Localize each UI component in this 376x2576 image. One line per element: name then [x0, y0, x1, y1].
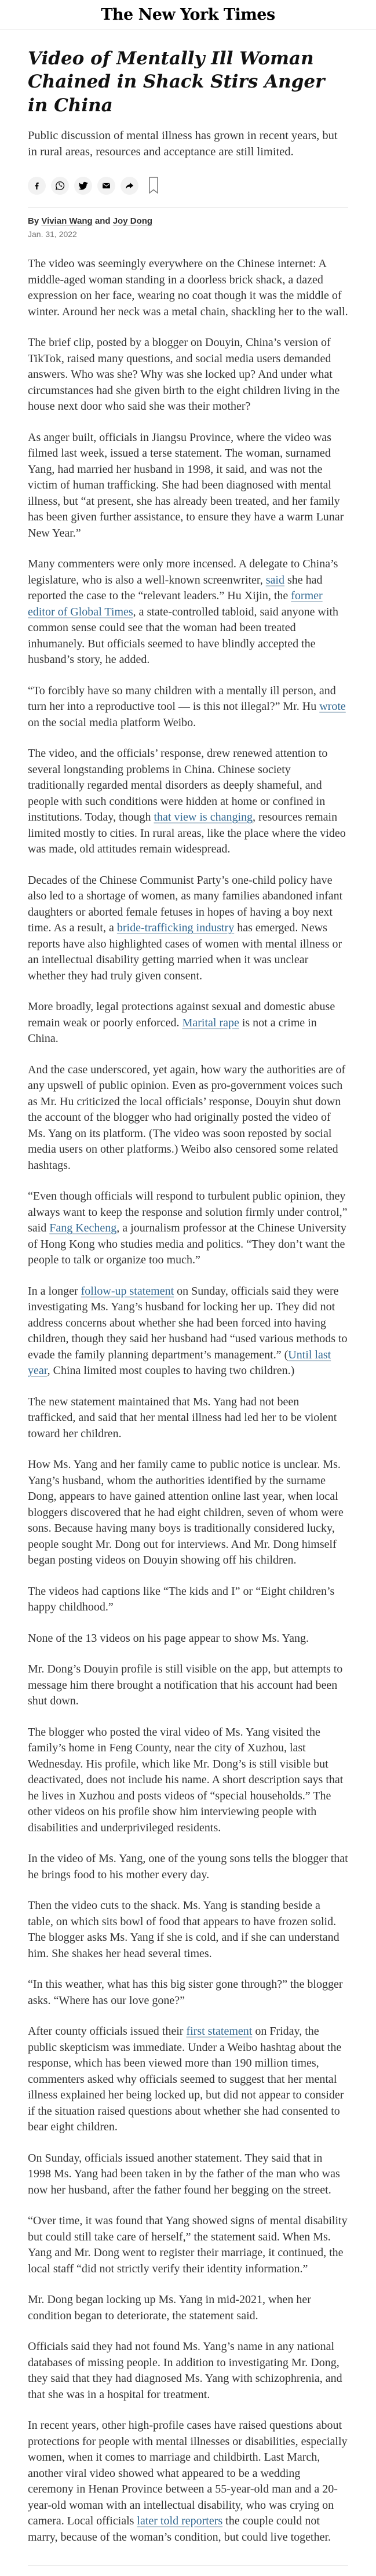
article-paragraph	[28, 873, 348, 985]
article-paragraph	[28, 335, 348, 415]
paragraph-text: The video was seemingly everywhere on the Chinese internet: A middle-aged woman standing in a doorless brick shack, a dazed expression on her face, wearing no coat though it was the middle of winter. Around her neck was a metal chain, shackling her to the wall.	[28, 257, 348, 318]
paragraph-text: has emerged. News reports have also highlighted cases of women with mental illness or an intellectual disability getting married when it was unclear whether they had truly given consent.	[28, 921, 342, 982]
paragraph-text: Mr. Dong’s Douyin profile is still visible on the app, but attempts to message him there brought a notification that his account had been shut down.	[28, 1663, 343, 1708]
article-body	[28, 256, 348, 2545]
facebook-share-button[interactable]	[28, 177, 46, 195]
inline-link[interactable]: Until last year	[28, 1348, 331, 1378]
paragraph-text: The video, and the officials’ response, drew renewed attention to several longstanding problems in China. Chinese society traditionally regarded mental disorders as deeply shameful, and people with such conditions were hidden at home or confined in institutions. Today, though	[28, 747, 328, 824]
paragraph-text: she had reported the case to the “relevant leaders.” Hu Xijin, the	[28, 573, 323, 603]
paragraph-text: , resources remain limited mostly to cities. In rural areas, like the place where the video was made, old attitudes remain widespread.	[28, 811, 346, 856]
paragraph-text: on Sunday, officials said they were investigating Ms. Yang’s husband for locking her up. They did not address concerns about whether she had been forced into having children, though they said her husband had “used various methods to evade the family planning department’s management.” (	[28, 1284, 348, 1361]
byline-prefix: By	[28, 216, 42, 227]
article-paragraph	[28, 1725, 348, 1837]
paragraph-text: The brief clip, posted by a blogger on Douyin, China’s version of TikTok, raised many questions, and social media users demanded answers. Who was she? Why was she locked up? And under what circumstances had she given birth to the eight children living in the house next door who said she was their mother?	[28, 336, 340, 413]
paragraph-text: In recent years, other high-profile cases have raised questions about protections for people with mental illnesses or disabilities, especially women, when it comes to marriage and childbirth. Last March, another viral video showed what appeared to be a wedding ceremony in Henan Province between a 55-year-old man and a 20-year-old woman with an intellectual disability, who was crying on camera. Local officials	[28, 2419, 348, 2528]
article-paragraph	[28, 2024, 348, 2136]
inline-link[interactable]: Fang Kecheng	[49, 1222, 117, 1235]
byline	[28, 216, 348, 226]
masthead-divider	[0, 29, 376, 30]
paragraph-text: On Sunday, officials issued another statement. They said that in 1998 Ms. Yang had been taken in by the father of the man who was now her husband, after the father found her begging on the street.	[28, 2151, 340, 2196]
author-link[interactable]: Joy Dong	[112, 216, 153, 227]
article-paragraph	[28, 556, 348, 668]
bookmark-icon	[147, 176, 160, 195]
paragraph-text: The blogger who posted the viral video of Ms. Yang visited the family’s home in Feng County, near the city of Xuzhou, last Wednesday. His profile, which like Mr. Dong’s is still visible but deactivated, does not include his name. A short description says that he lives in Xuzhou and posts videos of “special households.” The other videos on his profile show him interviewing people with disabilities and underprivileged residents.	[28, 1725, 344, 1834]
article-paragraph	[28, 2418, 348, 2545]
author-link[interactable]: Vivian Wang	[41, 216, 93, 227]
paragraph-text: The videos had captions like “The kids and I” or “Eight children’s happy childhood.”	[28, 1584, 335, 1614]
paragraph-text: The new statement maintained that Ms. Yang had not been trafficked, and said that her mental illness had led her to be violent toward her children.	[28, 1395, 337, 1440]
paragraph-text: Decades of the Chinese Communist Party’s one-child policy have also led to a shortage of women, as many families abandoned infant daughters or aborted female fetuses in hopes of having a boy next time. As a result, a	[28, 873, 343, 935]
inline-link[interactable]: that view is changing	[154, 811, 253, 824]
article-paragraph	[28, 2151, 348, 2199]
article-paragraph	[28, 1062, 348, 1174]
paragraph-text: In a longer	[28, 1284, 81, 1298]
paragraph-text: Many commenters were only more incensed. A delegate to China’s legislature, who is also a well-known screenwriter,	[28, 558, 338, 586]
article-paragraph	[28, 1457, 348, 1569]
paragraph-text: As anger built, officials in Jiangsu Province, where the video was filmed last week, issued a terse statement. The woman, surnamed Yang, had married her husband in 1998, it said, and was not the victim of human trafficking. She had been diagnosed with mental illness, but “at present, she has already been treated, and her family has been given further assistance, to ensure they have a warm Lunar New Year.”	[28, 431, 344, 540]
email-share-button[interactable]	[97, 177, 115, 195]
paragraph-text: After county officials issued their	[28, 2025, 187, 2038]
share-arrow-icon	[125, 181, 134, 191]
paragraph-text: “Over time, it was found that Yang showed signs of mental disability but could still take care of herself,” the statement said. When Ms. Yang and Mr. Dong went to register their marriage, it continued, the local staff “did not strictly verify their identity information.”	[28, 2214, 348, 2275]
article-paragraph	[28, 1898, 348, 1962]
byline-separator: and	[92, 216, 113, 227]
inline-link[interactable]: follow-up statement	[81, 1284, 174, 1298]
byline-divider	[28, 207, 348, 208]
facebook-icon	[32, 181, 42, 191]
paragraph-text: the couple could not marry, because of the woman’s condition, but could live together.	[28, 2515, 331, 2544]
share-button[interactable]	[121, 177, 138, 195]
paragraph-text: Officials said they had not found Ms. Yang’s name in any national databases of missing people. In addition to investigating Mr. Dong, they said that they had diagnosed Ms. Yang with schizophrenia, and that she was in a hospital for treatment.	[28, 2340, 342, 2401]
paragraph-text: In the video of Ms. Yang, one of the young sons tells the blogger that he brings food to his mother every day.	[28, 1852, 348, 1881]
paragraph-text: And the case underscored, yet again, how wary the authorities are of any upswell of public opinion. Even as pro-government voices such as Mr. Hu criticized the local officials’ response, Douyin shut down the account of the blogger who had originally posted the video of Ms. Yang on its platform. (The video was soon reposted by social media users on other platforms.) Weibo also censored some related hashtags.	[28, 1063, 346, 1172]
paragraph-text: , China limited most couples to having two children.)	[47, 1364, 295, 1378]
article-paragraph	[28, 1631, 348, 1647]
article-paragraph	[28, 1584, 348, 1616]
publish-date: Jan. 31, 2022	[28, 229, 77, 239]
twitter-icon	[78, 181, 88, 191]
inline-link[interactable]: said	[265, 573, 284, 586]
headline: Video of Mentally Ill Woman Chained in Shack Stirs Anger in China	[28, 48, 325, 116]
article-paragraph	[28, 2292, 348, 2324]
article-paragraph	[28, 1662, 348, 1710]
masthead	[0, 0, 376, 29]
paragraph-text: Then the video cuts to the shack. Ms. Yang is standing beside a table, on which sits bowl of food that appears to have frozen solid. The blogger asks Ms. Yang if she is cold, and if she can understand him. She shakes her head several times.	[28, 1899, 340, 1960]
article-paragraph	[28, 1977, 348, 2009]
paragraph-text: Mr. Dong began locking up Ms. Yang in mid-2021, when her condition began to deteriorate, the statement said.	[28, 2293, 311, 2322]
article-paragraph	[28, 2213, 348, 2277]
summary: Public discussion of mental illness has grown in recent years, but in rural areas, resources and acceptance are still limited.	[28, 129, 338, 159]
whatsapp-icon	[55, 181, 65, 191]
nyt-logo[interactable]: The New York Times	[101, 6, 275, 24]
article	[28, 47, 348, 2576]
inline-link[interactable]: first statement	[186, 2025, 253, 2038]
paragraph-text: More broadly, legal protections against sexual and domestic abuse remain weak or poorly enforced.	[28, 1000, 335, 1029]
inline-link[interactable]: Marital rape	[182, 1016, 239, 1029]
article-paragraph	[28, 1394, 348, 1442]
article-paragraph	[28, 683, 348, 731]
inline-link[interactable]: later told reporters	[137, 2515, 223, 2528]
article-paragraph	[28, 430, 348, 542]
paragraph-text: on Friday, the public skepticism was immediate. Under a Weibo hashtag about the response, which has been viewed more than 190 million times, commenters asked why officials seemed to suggest that her mental illness explained her being locked up, but did not appear to consider if the situation raised questions about whether she had consented to bear eight children.	[28, 2025, 344, 2134]
article-paragraph	[28, 1284, 348, 1379]
article-paragraph	[28, 746, 348, 858]
paragraph-text: “Even though officials will respond to turbulent public opinion, they always want to keep the response and solution firmly under control,” said	[28, 1190, 348, 1235]
article-paragraph	[28, 2339, 348, 2403]
article-paragraph	[28, 1189, 348, 1269]
article-paragraph	[28, 1851, 348, 1883]
inline-link[interactable]: bride-trafficking industry	[116, 921, 235, 935]
article-paragraph	[28, 999, 348, 1047]
twitter-share-button[interactable]	[74, 177, 92, 195]
paragraph-text: is not a crime in China.	[28, 1016, 317, 1045]
share-toolbar	[28, 176, 348, 195]
save-article-button[interactable]	[147, 176, 160, 195]
paragraph-text: , a journalism professor at the Chinese University of Hong Kong who studies media and politics. “They don’t want the people to talk or organize too much.”	[28, 1222, 346, 1267]
paragraph-text: , a state-controlled tabloid, said anyone with common sense could see that the woman had been treated inhumanely. But officials seemed to have blindly accepted the husband’s story, he added.	[28, 605, 339, 666]
whatsapp-share-button[interactable]	[51, 177, 69, 195]
paragraph-text: None of the 13 videos on his page appear to show Ms. Yang.	[28, 1631, 309, 1645]
paragraph-text: How Ms. Yang and her family came to public notice is unclear. Ms. Yang’s husband, whom the authorities identified by the surname Dong, appears to have gained attention online last year, when local bloggers discovered that he had eight children, seven of whom were sons. Because having many boys is traditionally considered lucky, people sought Mr. Dong out for interviews. And Mr. Dong himself began posting videos on Douyin showing off his children.	[28, 1458, 344, 1567]
paragraph-text: on the social media platform Weibo.	[28, 716, 196, 729]
paragraph-text: “To forcibly have so many children with a mentally ill person, and turn her into a reproductive tool — is this not illegal?” Mr. Hu	[28, 684, 336, 713]
paragraph-text: “In this weather, what has this big sister gone through?” the blogger asks. “Where has our love gone?”	[28, 1978, 343, 2007]
email-icon	[101, 181, 111, 191]
inline-link[interactable]: former editor of Global Times	[28, 589, 323, 618]
article-paragraph	[28, 256, 348, 320]
inline-link[interactable]: wrote	[319, 700, 346, 713]
